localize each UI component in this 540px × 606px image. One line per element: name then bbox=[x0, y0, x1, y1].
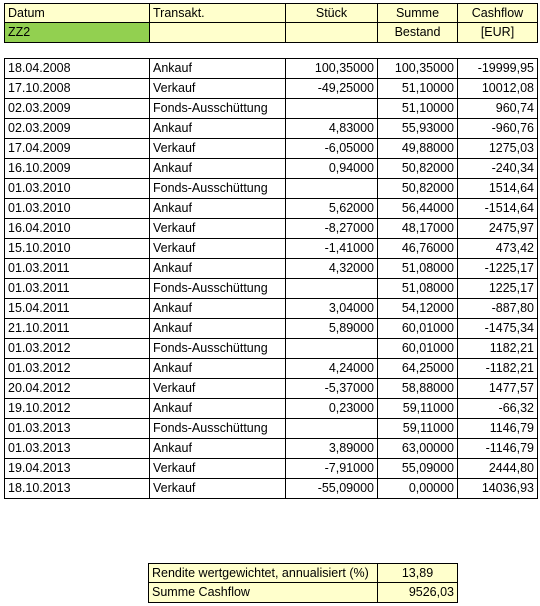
cell-transaktion[interactable]: Fonds-Ausschüttung bbox=[150, 279, 286, 299]
cashflow-sum-value[interactable]: 9526,03 bbox=[378, 583, 458, 603]
cell-datum[interactable]: 15.04.2011 bbox=[4, 299, 150, 319]
cell-cashflow[interactable]: 1514,64 bbox=[458, 179, 538, 199]
cell-cashflow[interactable]: 1182,21 bbox=[458, 339, 538, 359]
cell-transaktion[interactable]: Verkauf bbox=[150, 139, 286, 159]
cell-stueck[interactable]: 3,04000 bbox=[286, 299, 378, 319]
cell-summe[interactable]: 51,10000 bbox=[378, 79, 458, 99]
cell-stueck[interactable]: 3,89000 bbox=[286, 439, 378, 459]
table-row bbox=[4, 239, 538, 259]
cell-summe[interactable]: 64,25000 bbox=[378, 359, 458, 379]
cell-cashflow[interactable]: -19999,95 bbox=[458, 59, 538, 79]
cell-summe[interactable]: 59,11000 bbox=[378, 419, 458, 439]
cell-stueck[interactable]: 0,23000 bbox=[286, 399, 378, 419]
cell-stueck[interactable] bbox=[286, 339, 378, 359]
cell-cashflow[interactable]: 960,74 bbox=[458, 99, 538, 119]
cell-datum[interactable]: 01.03.2011 bbox=[4, 259, 150, 279]
cell-summe[interactable]: 100,35000 bbox=[378, 59, 458, 79]
cell-summe[interactable]: 50,82000 bbox=[378, 159, 458, 179]
cell-stueck[interactable]: 0,94000 bbox=[286, 159, 378, 179]
cell-datum[interactable]: 01.03.2011 bbox=[4, 279, 150, 299]
table-row bbox=[4, 179, 538, 199]
table-row bbox=[4, 459, 538, 479]
cell-summe[interactable]: 60,01000 bbox=[378, 319, 458, 339]
cell-summe[interactable]: 56,44000 bbox=[378, 199, 458, 219]
table-row bbox=[4, 139, 538, 159]
cell-transaktion[interactable]: Ankauf bbox=[150, 119, 286, 139]
cell-cashflow[interactable]: 1477,57 bbox=[458, 379, 538, 399]
cashflow-sum-row bbox=[148, 583, 458, 603]
header-stueck[interactable]: Stück bbox=[286, 3, 378, 23]
cell-stueck[interactable]: 4,32000 bbox=[286, 259, 378, 279]
cell-summe[interactable]: 51,08000 bbox=[378, 279, 458, 299]
cell-summe[interactable]: 54,12000 bbox=[378, 299, 458, 319]
table-row bbox=[4, 279, 538, 299]
table-row bbox=[4, 99, 538, 119]
cell-stueck[interactable]: 100,35000 bbox=[286, 59, 378, 79]
cell-stueck[interactable]: -7,91000 bbox=[286, 459, 378, 479]
cell-transaktion[interactable]: Ankauf bbox=[150, 299, 286, 319]
cell-datum[interactable]: 15.10.2010 bbox=[4, 239, 150, 259]
cell-summe[interactable]: 55,09000 bbox=[378, 459, 458, 479]
cell-datum[interactable]: 02.03.2009 bbox=[4, 99, 150, 119]
rendite-label[interactable]: Rendite wertgewichtet, annualisiert (%) bbox=[148, 563, 378, 583]
cell-datum[interactable]: 19.04.2013 bbox=[4, 459, 150, 479]
cell-cashflow[interactable]: 2475,97 bbox=[458, 219, 538, 239]
cell-datum[interactable]: 21.10.2011 bbox=[4, 319, 150, 339]
cell-summe[interactable]: 60,01000 bbox=[378, 339, 458, 359]
cell-stueck[interactable]: -55,09000 bbox=[286, 479, 378, 499]
cell-cashflow[interactable]: 1225,17 bbox=[458, 279, 538, 299]
cell-summe[interactable]: 63,00000 bbox=[378, 439, 458, 459]
cell-transaktion[interactable]: Ankauf bbox=[150, 399, 286, 419]
cell-datum[interactable]: 01.03.2010 bbox=[4, 179, 150, 199]
cell-stueck[interactable]: -1,41000 bbox=[286, 239, 378, 259]
cell-transaktion[interactable]: Fonds-Ausschüttung bbox=[150, 179, 286, 199]
cell-stueck[interactable]: 5,89000 bbox=[286, 319, 378, 339]
subheader-empty-cell[interactable] bbox=[150, 23, 286, 43]
cell-cashflow[interactable]: -1475,34 bbox=[458, 319, 538, 339]
cell-stueck[interactable] bbox=[286, 419, 378, 439]
cell-stueck[interactable] bbox=[286, 179, 378, 199]
bestand-label-cell[interactable]: Bestand bbox=[378, 23, 458, 43]
cell-datum[interactable]: 01.03.2010 bbox=[4, 199, 150, 219]
table-row bbox=[4, 339, 538, 359]
cell-stueck[interactable]: -49,25000 bbox=[286, 79, 378, 99]
rendite-value[interactable]: 13,89 bbox=[378, 563, 458, 583]
cell-stueck[interactable]: 4,83000 bbox=[286, 119, 378, 139]
cell-transaktion[interactable]: Verkauf bbox=[150, 479, 286, 499]
cell-cashflow[interactable]: -1514,64 bbox=[458, 199, 538, 219]
cell-transaktion[interactable]: Ankauf bbox=[150, 439, 286, 459]
cell-cashflow[interactable]: -887,80 bbox=[458, 299, 538, 319]
cell-datum[interactable]: 16.10.2009 bbox=[4, 159, 150, 179]
cell-summe[interactable]: 55,93000 bbox=[378, 119, 458, 139]
table-row bbox=[4, 419, 538, 439]
table-row bbox=[4, 79, 538, 99]
cell-datum[interactable]: 17.04.2009 bbox=[4, 139, 150, 159]
cell-datum[interactable]: 20.04.2012 bbox=[4, 379, 150, 399]
cell-summe[interactable]: 46,76000 bbox=[378, 239, 458, 259]
cell-datum[interactable]: 01.03.2013 bbox=[4, 419, 150, 439]
cell-transaktion[interactable]: Verkauf bbox=[150, 239, 286, 259]
summary-table bbox=[148, 563, 458, 603]
cell-summe[interactable]: 59,11000 bbox=[378, 399, 458, 419]
table-row bbox=[4, 259, 538, 279]
cell-datum[interactable]: 01.03.2012 bbox=[4, 339, 150, 359]
cell-transaktion[interactable]: Verkauf bbox=[150, 459, 286, 479]
cell-datum[interactable]: 17.10.2008 bbox=[4, 79, 150, 99]
table-row bbox=[4, 479, 538, 499]
cell-transaktion[interactable]: Ankauf bbox=[150, 199, 286, 219]
cell-datum[interactable]: 19.10.2012 bbox=[4, 399, 150, 419]
table-row bbox=[4, 159, 538, 179]
cell-summe[interactable]: 49,88000 bbox=[378, 139, 458, 159]
cell-datum[interactable]: 01.03.2012 bbox=[4, 359, 150, 379]
cell-stueck[interactable]: -8,27000 bbox=[286, 219, 378, 239]
table-row bbox=[4, 379, 538, 399]
header-datum[interactable]: Datum bbox=[4, 3, 150, 23]
cell-cashflow[interactable]: 10012,08 bbox=[458, 79, 538, 99]
table-row bbox=[4, 359, 538, 379]
header-transaktion[interactable]: Transakt. bbox=[150, 3, 286, 23]
cell-stueck[interactable]: 4,24000 bbox=[286, 359, 378, 379]
cell-transaktion[interactable]: Fonds-Ausschüttung bbox=[150, 419, 286, 439]
cell-cashflow[interactable]: 1275,03 bbox=[458, 139, 538, 159]
table-row bbox=[4, 59, 538, 79]
cell-datum[interactable]: 18.04.2008 bbox=[4, 59, 150, 79]
cell-transaktion[interactable]: Ankauf bbox=[150, 59, 286, 79]
cashflow-sum-label[interactable]: Summe Cashflow bbox=[148, 583, 378, 603]
cell-stueck[interactable] bbox=[286, 279, 378, 299]
cell-summe[interactable]: 50,82000 bbox=[378, 179, 458, 199]
fund-name-cell[interactable]: ZZ2 bbox=[4, 23, 150, 43]
rendite-row bbox=[148, 563, 458, 583]
header-row bbox=[4, 3, 538, 23]
cell-transaktion[interactable]: Ankauf bbox=[150, 259, 286, 279]
transactions-table bbox=[4, 59, 538, 499]
cell-cashflow[interactable]: -960,76 bbox=[458, 119, 538, 139]
cell-cashflow[interactable]: 2444,80 bbox=[458, 459, 538, 479]
table-row bbox=[4, 299, 538, 319]
cell-summe[interactable]: 51,08000 bbox=[378, 259, 458, 279]
cell-cashflow[interactable]: -1146,79 bbox=[458, 439, 538, 459]
cell-transaktion[interactable]: Ankauf bbox=[150, 359, 286, 379]
cell-transaktion[interactable]: Verkauf bbox=[150, 379, 286, 399]
cell-transaktion[interactable]: Fonds-Ausschüttung bbox=[150, 339, 286, 359]
cell-cashflow[interactable]: -1182,21 bbox=[458, 359, 538, 379]
cell-transaktion[interactable]: Verkauf bbox=[150, 219, 286, 239]
cell-summe[interactable]: 48,17000 bbox=[378, 219, 458, 239]
header-summe[interactable]: Summe bbox=[378, 3, 458, 23]
cell-transaktion[interactable]: Ankauf bbox=[150, 159, 286, 179]
cell-summe[interactable]: 0,00000 bbox=[378, 479, 458, 499]
table-row bbox=[4, 119, 538, 139]
cell-datum[interactable]: 18.10.2013 bbox=[4, 479, 150, 499]
subheader-row bbox=[4, 23, 538, 43]
cell-transaktion[interactable]: Fonds-Ausschüttung bbox=[150, 99, 286, 119]
table-row bbox=[4, 439, 538, 459]
cell-stueck[interactable]: -5,37000 bbox=[286, 379, 378, 399]
cell-summe[interactable]: 58,88000 bbox=[378, 379, 458, 399]
cell-stueck[interactable]: 5,62000 bbox=[286, 199, 378, 219]
cell-cashflow[interactable]: 1146,79 bbox=[458, 419, 538, 439]
cell-stueck[interactable] bbox=[286, 99, 378, 119]
cell-cashflow[interactable]: -240,34 bbox=[458, 159, 538, 179]
cell-transaktion[interactable]: Ankauf bbox=[150, 319, 286, 339]
cell-cashflow[interactable]: -66,32 bbox=[458, 399, 538, 419]
cell-stueck[interactable]: -6,05000 bbox=[286, 139, 378, 159]
subheader-empty-cell[interactable] bbox=[286, 23, 378, 43]
cell-datum[interactable]: 01.03.2013 bbox=[4, 439, 150, 459]
cell-datum[interactable]: 16.04.2010 bbox=[4, 219, 150, 239]
table-row bbox=[4, 199, 538, 219]
cell-cashflow[interactable]: -1225,17 bbox=[458, 259, 538, 279]
table-row bbox=[4, 399, 538, 419]
cell-cashflow[interactable]: 14036,93 bbox=[458, 479, 538, 499]
unit-label-cell[interactable]: [EUR] bbox=[458, 23, 538, 43]
cell-summe[interactable]: 51,10000 bbox=[378, 99, 458, 119]
table-row bbox=[4, 219, 538, 239]
cell-cashflow[interactable]: 473,42 bbox=[458, 239, 538, 259]
cell-transaktion[interactable]: Verkauf bbox=[150, 79, 286, 99]
spacer-row bbox=[4, 43, 538, 58]
spreadsheet bbox=[4, 3, 538, 499]
header-cashflow[interactable]: Cashflow bbox=[458, 3, 538, 23]
table-row bbox=[4, 319, 538, 339]
cell-datum[interactable]: 02.03.2009 bbox=[4, 119, 150, 139]
